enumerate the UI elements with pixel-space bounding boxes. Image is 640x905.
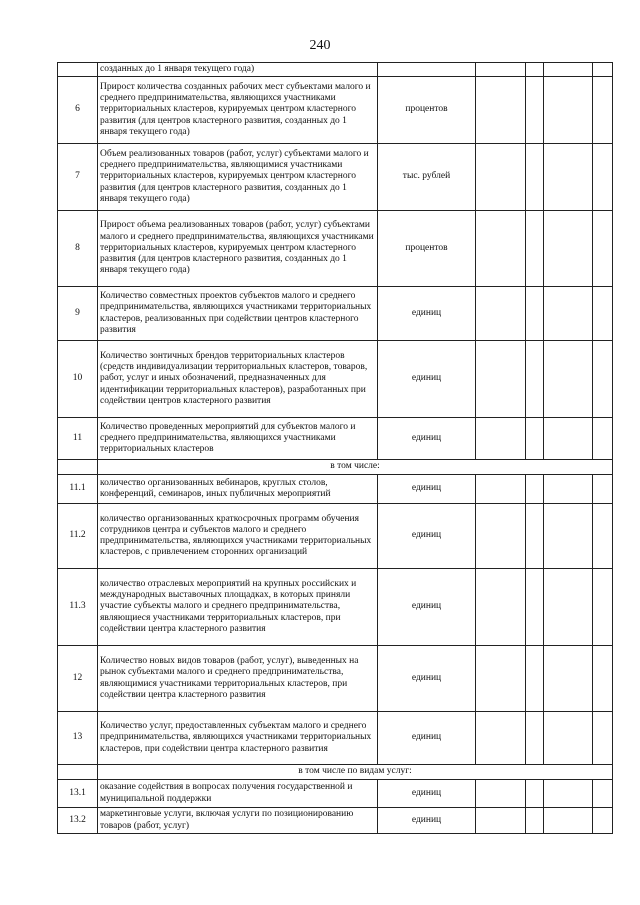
cell-value (476, 712, 526, 765)
cell-number: 10 (58, 341, 98, 418)
cell-value (544, 569, 593, 646)
cell-value (476, 144, 526, 211)
cell-value (526, 569, 544, 646)
subsection-label: в том числе по видам услуг: (98, 765, 613, 780)
cell-value (476, 646, 526, 712)
cell-value (544, 77, 593, 144)
cell-value (544, 504, 593, 569)
cell-value (526, 475, 544, 504)
cell-value (526, 808, 544, 834)
cell-indicator-name: созданных до 1 января текущего года) (98, 63, 378, 77)
cell-indicator-name: Количество проведенных мероприятий для субъектов малого и среднего предпринимательства, являющихся участниками территориальных кластеров (98, 418, 378, 460)
cell-unit: процентов (378, 77, 476, 144)
table-row (58, 475, 613, 504)
cell-value (476, 63, 526, 77)
cell-unit: единиц (378, 287, 476, 341)
table-row (58, 77, 613, 144)
cell-indicator-name: количество отраслевых мероприятий на крупных российских и международных выставочных площадках, в которых приняли участие субъекты малого и среднего предпринимательства, являющиеся участниками территориальных кластеров, при содействии центра кластерного развития (98, 569, 378, 646)
cell-number: 13 (58, 712, 98, 765)
cell-number (58, 63, 98, 77)
cell-value (593, 341, 613, 418)
cell-value (593, 504, 613, 569)
cell-number: 8 (58, 211, 98, 287)
cell-value (476, 341, 526, 418)
cell-value (476, 211, 526, 287)
cell-indicator-name: Прирост объема реализованных товаров (работ, услуг) субъектами малого и среднего предпринимательства, являющихся участниками территориальных кластеров, курируемых центром кластерного развития (для центров кластерного развития, созданных до 1 января текущего года) (98, 211, 378, 287)
table-row (58, 780, 613, 808)
table-row (58, 341, 613, 418)
cell-unit: единиц (378, 504, 476, 569)
table-row (58, 418, 613, 460)
cell-value (526, 504, 544, 569)
cell-value (544, 780, 593, 808)
table-row (58, 646, 613, 712)
cell-value (544, 341, 593, 418)
cell-value (526, 418, 544, 460)
cell-unit: процентов (378, 211, 476, 287)
table-row (58, 211, 613, 287)
page-number: 240 (309, 38, 331, 53)
cell-number (58, 765, 98, 780)
cell-indicator-name: Количество новых видов товаров (работ, услуг), выведенных на рынок субъектами малого и среднего предпринимательства, являющимися участниками территориальных кластеров, при содействии центра кластерного развития (98, 646, 378, 712)
cell-indicator-name: маркетинговые услуги, включая услуги по позиционированию товаров (работ, услуг) (98, 808, 378, 834)
table-row (58, 569, 613, 646)
cell-number: 11.3 (58, 569, 98, 646)
cell-unit: тыс. рублей (378, 144, 476, 211)
cell-value (593, 712, 613, 765)
table-row (58, 504, 613, 569)
cell-indicator-name: оказание содействия в вопросах получения государственной и муниципальной поддержки (98, 780, 378, 808)
subsection-label: в том числе: (98, 460, 613, 475)
cell-value (526, 77, 544, 144)
cell-indicator-name: количество организованных краткосрочных программ обучения сотрудников центра и субъектов малого и среднего предпринимательства, являющихся участниками территориальных кластеров, с привлечением сторонних организаций (98, 504, 378, 569)
cell-value (544, 211, 593, 287)
cell-value (476, 77, 526, 144)
cell-value (593, 211, 613, 287)
cell-value (593, 780, 613, 808)
cell-value (476, 418, 526, 460)
cell-value (544, 63, 593, 77)
cell-value (476, 569, 526, 646)
cell-value (544, 287, 593, 341)
cell-unit: единиц (378, 418, 476, 460)
subsection-row (58, 765, 613, 780)
cell-indicator-name: количество организованных вебинаров, круглых столов, конференций, семинаров, иных публичных мероприятий (98, 475, 378, 504)
cell-number: 13.1 (58, 780, 98, 808)
cell-indicator-name: Количество услуг, предоставленных субъектам малого и среднего предпринимательства, являющихся участниками территориальных кластеров, при содействии центра кластерного развития (98, 712, 378, 765)
cell-value (544, 475, 593, 504)
cell-indicator-name: Прирост количества созданных рабочих мест субъектами малого и среднего предпринимательства, являющихся участниками территориальных кластеров, курируемых центром кластерного развития (для центров кластерного развития, созданных до 1 января текущего года) (98, 77, 378, 144)
cell-unit: единиц (378, 780, 476, 808)
cell-indicator-name: Количество совместных проектов субъектов малого и среднего предпринимательства, являющихся участниками территориальных кластеров, реализованных при содействии центров кластерного развития (98, 287, 378, 341)
cell-indicator-name: Объем реализованных товаров (работ, услуг) субъектами малого и среднего предпринимательства, являющимися участниками территориальных кластеров, курируемых центром кластерного развития (для центров кластерного развития, созданных до 1 января текущего года) (98, 144, 378, 211)
cell-value (476, 475, 526, 504)
cell-number: 11.2 (58, 504, 98, 569)
indicators-table (57, 62, 613, 834)
cell-value (544, 808, 593, 834)
cell-value (593, 287, 613, 341)
cell-value (476, 504, 526, 569)
cell-unit: единиц (378, 341, 476, 418)
cell-number: 13.2 (58, 808, 98, 834)
cell-number (58, 460, 98, 475)
cell-value (593, 569, 613, 646)
cell-unit: единиц (378, 569, 476, 646)
cell-value (476, 808, 526, 834)
cell-unit: единиц (378, 646, 476, 712)
cell-number: 11.1 (58, 475, 98, 504)
cell-value (476, 780, 526, 808)
cell-unit: единиц (378, 475, 476, 504)
cell-value (526, 646, 544, 712)
cell-number: 9 (58, 287, 98, 341)
cell-value (593, 77, 613, 144)
cell-value (526, 287, 544, 341)
cell-value (476, 287, 526, 341)
cell-value (593, 63, 613, 77)
table-row (58, 712, 613, 765)
cell-number: 6 (58, 77, 98, 144)
table-row (58, 144, 613, 211)
cell-unit: единиц (378, 712, 476, 765)
cell-unit (378, 63, 476, 77)
table-row (58, 287, 613, 341)
cell-value (526, 211, 544, 287)
cell-number: 12 (58, 646, 98, 712)
cell-number: 11 (58, 418, 98, 460)
cell-value (526, 780, 544, 808)
cell-value (593, 475, 613, 504)
table-row (58, 808, 613, 834)
cell-value (593, 646, 613, 712)
cell-number: 7 (58, 144, 98, 211)
cell-indicator-name: Количество зонтичных брендов территориальных кластеров (средств индивидуализации территориальных кластеров, товаров, работ, услуг и иных обозначений, предназначенных для идентификации территориальных кластеров), разработанных при содействии центров кластерного развития (98, 341, 378, 418)
cell-value (593, 144, 613, 211)
cell-value (593, 418, 613, 460)
table-row (58, 63, 613, 77)
cell-value (544, 646, 593, 712)
cell-value (526, 341, 544, 418)
cell-value (544, 712, 593, 765)
cell-unit: единиц (378, 808, 476, 834)
cell-value (544, 144, 593, 211)
subsection-row (58, 460, 613, 475)
cell-value (526, 63, 544, 77)
cell-value (526, 712, 544, 765)
cell-value (526, 144, 544, 211)
cell-value (544, 418, 593, 460)
cell-value (593, 808, 613, 834)
